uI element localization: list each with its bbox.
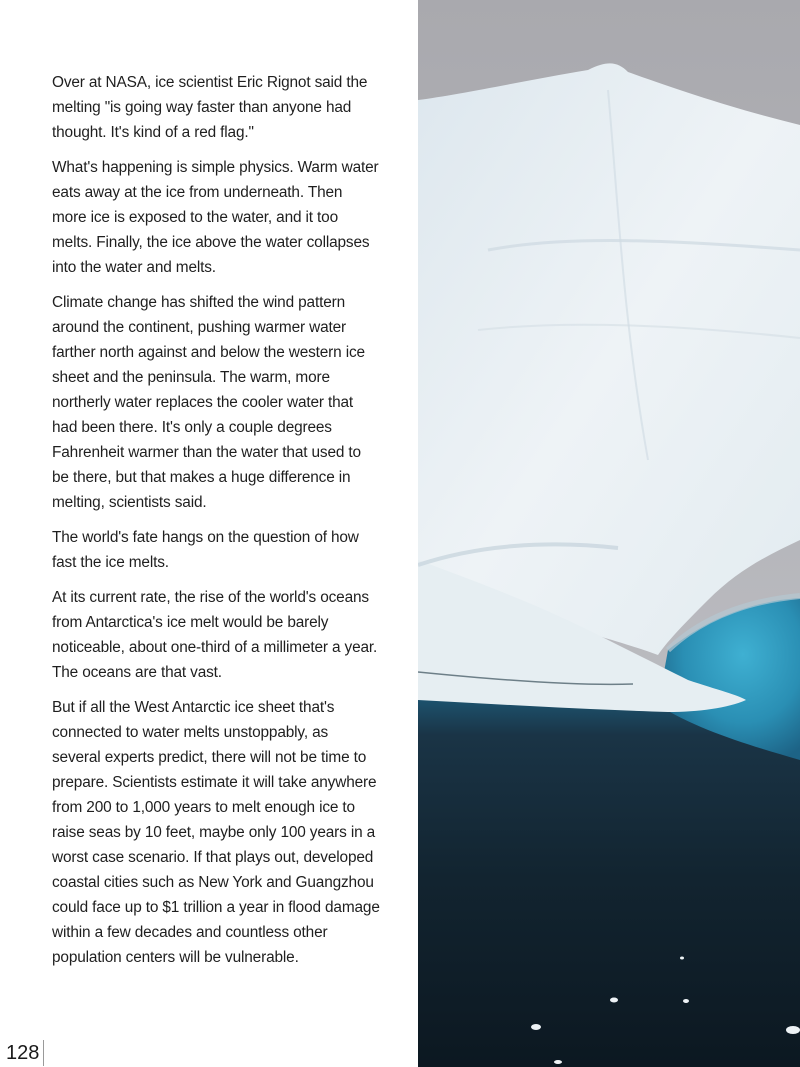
paragraph-6: But if all the West Antarctic ice sheet that's connected to water melts unstoppably, as several experts predict, there will not be time to prepare. Scientists estimate it will take anywhere from 200 to 1,000 years to melt enough ice to raise seas by 10 feet, maybe only 100 years in a worst case scenario. If that plays out, developed coastal cities such as New York and Guangzhou could face up to $1 trillion a year in flood damage within a few decades and countless other population centers will be vulnerable. [52,699,380,966]
paragraph-2: What's happening is simple physics. Warm water eats away at the ice from underneath. Then more ice is exposed to the water, and it too melts. Finally, the ice above the water collapses into the water and melts. [52,159,379,276]
ice-fragment [610,998,618,1003]
article-body [52,70,380,980]
iceberg-image [418,0,800,1067]
paragraph-1: Over at NASA, ice scientist Eric Rignot said the melting "is going way faster than anyone had thought. It's kind of a red flag." [52,74,368,141]
ice-fragment [786,1026,800,1034]
dark-water [418,690,800,1067]
paragraph-4: The world's fate hangs on the question of how fast the ice melts. [52,529,359,571]
ice-fragment [683,999,689,1003]
paragraph-3: Climate change has shifted the wind pattern around the continent, pushing warmer water farther north against and below the western ice sheet and the peninsula. The warm, more northerly water replaces the cooler water that had been there. It's only a couple degrees Fahrenheit warmer than the water that used to be there, but that makes a huge difference in melting, scientists said. [52,294,365,511]
page-number: 128 [6,1040,44,1066]
ice-fragment [680,957,684,960]
iceberg-photo [418,0,800,1067]
paragraph-5: At its current rate, the rise of the world's oceans from Antarctica's ice melt would be barely noticeable, about one-third of a millimeter a year. The oceans are that vast. [52,589,378,681]
ice-fragment [531,1024,541,1030]
ice-fragment [554,1060,562,1064]
iceberg [418,63,800,655]
